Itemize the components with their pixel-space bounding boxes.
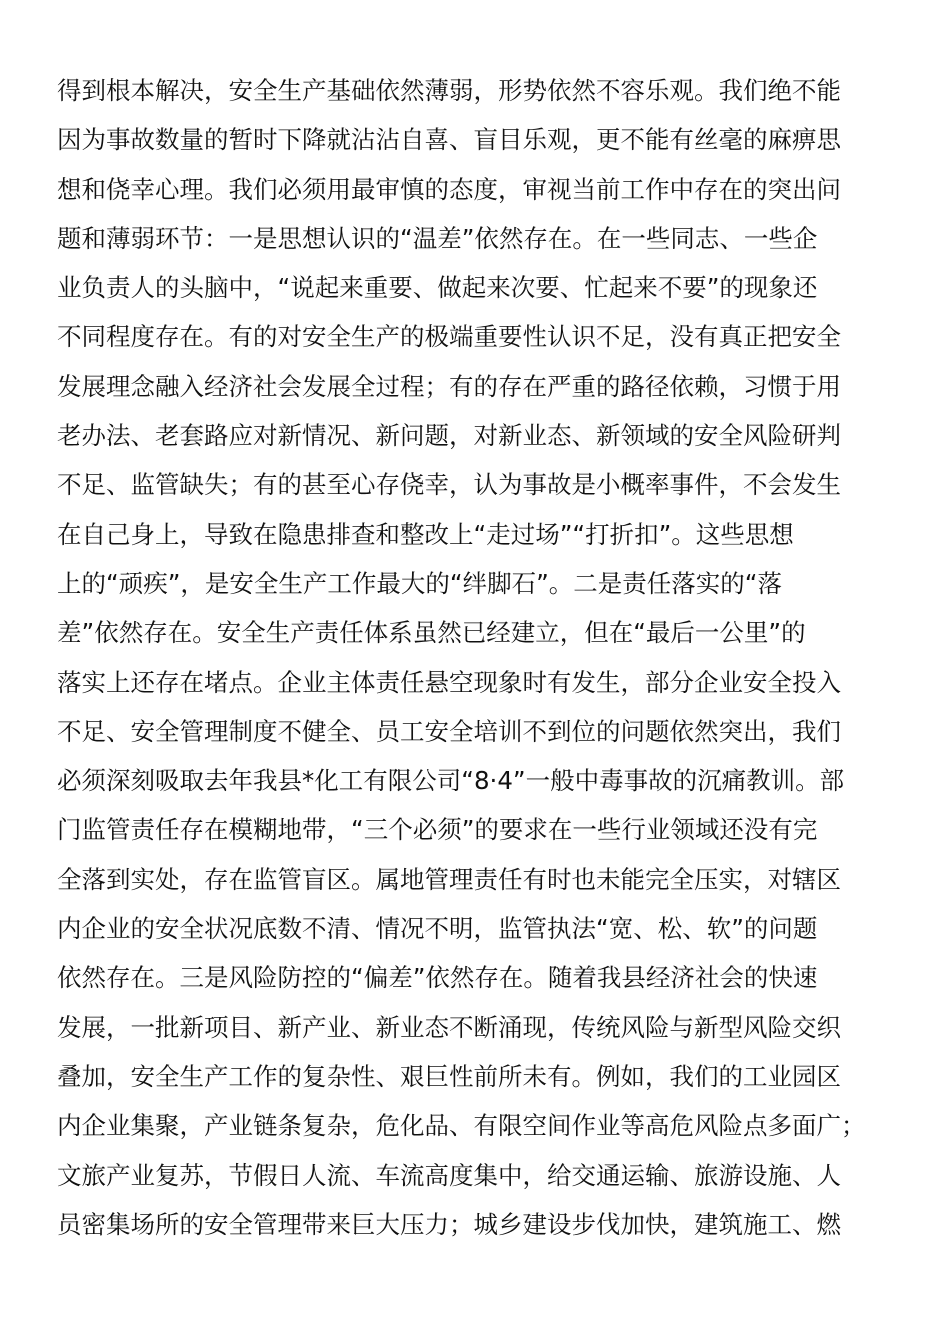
text-line: 门监管责任存在模糊地带，“三个必须”的要求在一些行业领域还没有完 bbox=[57, 815, 818, 845]
text-line: 依然存在。三是风险防控的“偏差”依然存在。随着我县经济社会的快速 bbox=[57, 963, 818, 993]
text-line: 发展理念融入经济社会发展全过程；有的存在严重的路径依赖，习惯于用 bbox=[57, 371, 841, 401]
text-line: 老办法、老套路应对新情况、新问题，对新业态、新领域的安全风险研判 bbox=[57, 421, 841, 451]
text-line: 上的“顽疾”，是安全生产工作最大的“绊脚石”。二是责任落实的“落 bbox=[57, 568, 782, 598]
text-line: 不同程度存在。有的对安全生产的极端重要性认识不足，没有真正把安全 bbox=[57, 322, 841, 352]
text-line: 差”依然存在。安全生产责任体系虽然已经建立，但在“最后一公里”的 bbox=[57, 618, 806, 648]
text-line: 发展，一批新项目、新产业、新业态不断涌现，传统风险与新型风险交织 bbox=[57, 1012, 841, 1042]
text-line: 在自己身上，导致在隐患排查和整改上“走过场”“打折扣”。这些思想 bbox=[57, 519, 794, 549]
body-paragraph bbox=[57, 66, 893, 1249]
text-line: 员密集场所的安全管理带来巨大压力；城乡建设步伐加快，建筑施工、燃 bbox=[57, 1209, 841, 1239]
text-line: 内企业的安全状况底数不清、情况不明，监管执法“宽、松、软”的问题 bbox=[57, 914, 818, 944]
text-line: 题和薄弱环节：一是思想认识的“温差”依然存在。在一些同志、一些企 bbox=[57, 223, 818, 253]
text-line: 业负责人的头脑中，“说起来重要、做起来次要、忙起来不要”的现象还 bbox=[57, 273, 818, 303]
text-line: 不足、监管缺失；有的甚至心存侥幸，认为事故是小概率事件，不会发生 bbox=[57, 470, 841, 500]
text-line: 内企业集聚，产业链条复杂，危化品、有限空间作业等高危风险点多面广； bbox=[57, 1111, 866, 1141]
text-line: 必须深刻吸取去年我县*化工有限公司“8·4”一般中毒事故的沉痛教训。部 bbox=[57, 766, 845, 796]
text-line: 想和侥幸心理。我们必须用最审慎的态度，审视当前工作中存在的突出问 bbox=[57, 174, 841, 204]
text-line: 不足、安全管理制度不健全、员工安全培训不到位的问题依然突出，我们 bbox=[57, 716, 841, 746]
text-line: 全落到实处，存在监管盲区。属地管理责任有时也未能完全压实，对辖区 bbox=[57, 864, 841, 894]
text-line: 得到根本解决，安全生产基础依然薄弱，形势依然不容乐观。我们绝不能 bbox=[57, 76, 841, 105]
text-line: 落实上还存在堵点。企业主体责任悬空现象时有发生，部分企业安全投入 bbox=[57, 667, 841, 697]
text-line: 叠加，安全生产工作的复杂性、艰巨性前所未有。例如，我们的工业园区 bbox=[57, 1061, 841, 1091]
text-line: 因为事故数量的暂时下降就沾沾自喜、盲目乐观，更不能有丝毫的麻痹思 bbox=[57, 125, 841, 155]
text-line: 文旅产业复苏，节假日人流、车流高度集中，给交通运输、旅游设施、人 bbox=[57, 1160, 841, 1190]
